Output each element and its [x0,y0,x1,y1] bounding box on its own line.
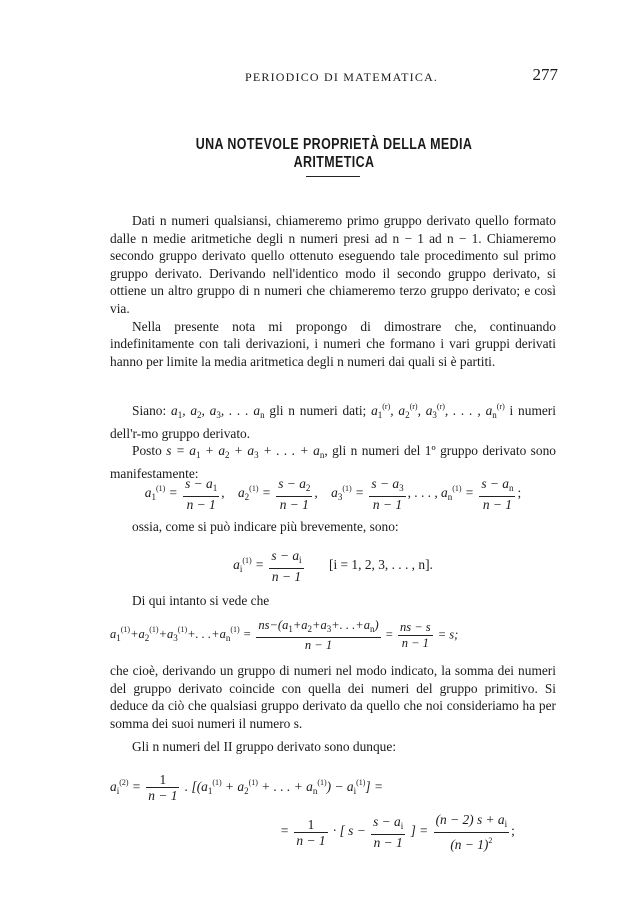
paragraph-8: Gli n numeri del II gruppo derivato sono dunque: [132,739,397,754]
equation-first-derived: $a_1^{(1)}$ = $\frac{s - a_1}{n - 1}$ , $a_2^{(1)}$ = $\frac{s - a_2}{n - 1}$ , $a_3^{(1)}$ = $\frac{s - a_3}{n - 1}$ , . . . , $a_n^{(1)}$ = $\frac{s - a_n}{n - 1}$ ; [144,476,522,512]
formula-sum-s: $s = a_1 + a_2 + a_3$ + . . . + $a_n$ [166,443,325,461]
equation-general-term: $a_i^{(1)}$ = $\frac{s - a_i}{n - 1}$ [i = 1, 2, 3, . . . , n]. [233,548,433,584]
page-number: 277 [532,65,558,84]
paragraph-5: ossia, come si può indicare più brevemente, sono: [132,519,399,534]
paragraph-7: che cioè, derivando un gruppo di numeri nel modo indicato, la somma dei numeri del gruppo derivato coincide con quella dei numeri del gruppo primitivo. Si deduce da ciò che qualsiasi gruppo derivato da quello che noi consideriamo ha per somma dei suoi numeri il numero s. [110,663,556,731]
index-range: [i = 1, 2, 3, . . . , n]. [329,557,433,573]
paragraph-3-lead: Siano: [132,403,167,418]
paragraph-4-lead: Posto [132,443,162,459]
paragraph-2: Nella presente nota mi propongo di dimostrare che, continuando indefinitamente con tali derivazioni, i numeri che formano i vari gruppi derivati hanno per limite la media aritmetica degli n numeri dai quali si è partiti. [110,318,556,369]
running-title: PERIODICO DI MATEMATICA. [245,70,439,84]
intro-paragraphs [110,212,556,370]
formula-derived-numbers: $a_1^{(r)}$, $a_2^{(r)}$, $a_3^{(r)}$, . . . , $a_n^{(r)}$ [371,402,505,420]
paragraph-6: Di qui intanto si vede che [132,593,270,608]
paragraph-3-tail: i numeri dell'r-mo gruppo derivato. [110,403,556,441]
title-rule [306,176,360,177]
equation-second-derived-2: = $\frac{1}{n - 1}$ · [ s − $\frac{s - a_i}{n - 1}$ ] = $\frac{(n - 2) s + a_i}{(n - 1)^2}$ ; [280,812,515,852]
formula-given-numbers: $a_1$, $a_2$, $a_3$, . . . $a_n$ [171,403,265,420]
equation-sum-preserved: $a_1^{(1)}+a_2^{(1)}+a_3^{(1)}+$. . $.+a_n^{(1)}$ = $\frac{ns-(a_1+a_2+a_3+. . .+a_n)}{n - 1}$ = $\frac{ns - s}{n - 1}$ = s; [110,618,459,652]
equation-second-derived-1: $a_i^{(2)}$ = $\frac{1}{n - 1}$ . [($a_1^{(1)} + a_2^{(1)}$ + . . . + $a_n^{(1)}) - a_i^{(1)}$] = [110,772,384,803]
paragraph-3 [110,398,556,482]
article-title: UNA NOTEVOLE PROPRIETÀ DELLA MEDIA ARITMETICA [195,136,473,171]
paragraph-4-tail: , gli n numeri del 1º gruppo derivato sono manifestamente: [110,443,556,481]
page-header [110,66,558,88]
paragraph-3-mid: gli n numeri dati; [269,403,367,418]
paragraph-1: Dati n numeri qualsiansi, chiameremo primo gruppo derivato quello formato dalle n medie aritmetiche degli n numeri presi ad n − 1 ad n − 1. Chiameremo secondo gruppo derivato quello ottenuto eseguendo tale procedimento sul primo gruppo derivato. Derivando nell'identico modo il secondo gruppo derivato, si ottiene un altro gruppo di n numeri che chiameremo terzo gruppo derivato; e così via. [110,213,556,316]
